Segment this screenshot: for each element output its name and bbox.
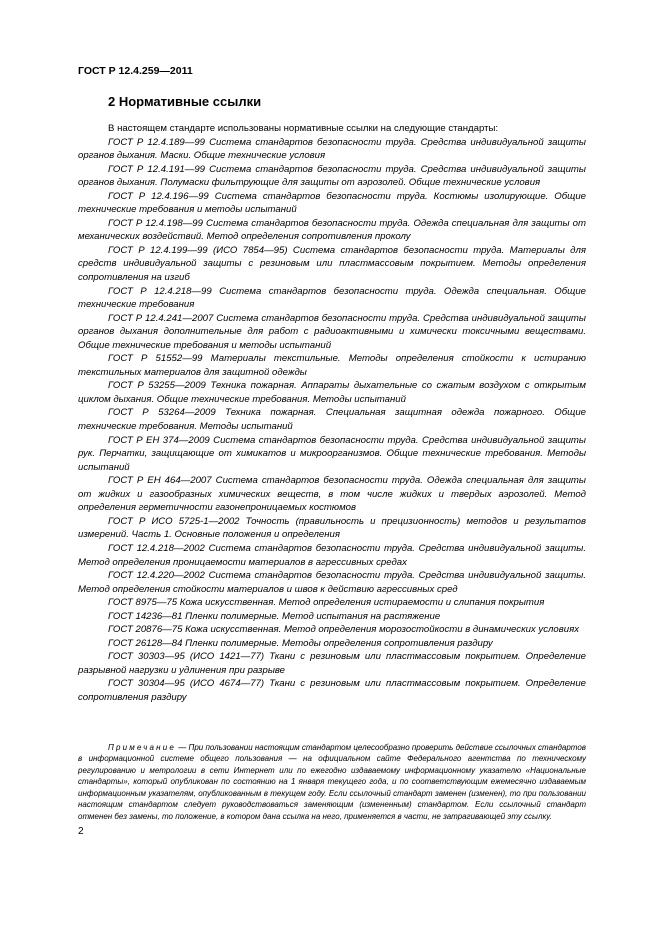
- reference-item: ГОСТ 30304—95 (ИСО 4674—77) Ткани с резиновым или пластмассовым покрытием. Определение сопротивления раздиру: [78, 678, 586, 703]
- reference-item: ГОСТ Р 12.4.189—99 Система стандартов безопасности труда. Средства индивидуальной защиты органов дыхания. Маски. Общие технические условия: [78, 136, 586, 162]
- reference-item: ГОСТ Р 12.4.191—99 Система стандартов безопасности труда. Средства индивидуальной защиты органов дыхания. Полумаски фильтрующие для защиты от аэрозолей. Общие технические условия: [78, 163, 586, 189]
- reference-item: ГОСТ Р 12.4.241—2007 Система стандартов безопасности труда. Средства индивидуальной защиты органов дыхания дополнительные для работ с радиоактивными и химически токсичными веществами. Общие технические требования и методы испытаний: [78, 312, 586, 351]
- note-text: При пользовании настоящим стандартом целесообразно проверить действие ссылочных стандартов в информационной системе общего пользования — на официальном сайте Федерального агентства по техническому регулированию и метрологии в сети Интернет или по ежегодно издаваемому информационному указателю «Национальные стандарты», который опубликован по состоянию на 1 января текущего года, и по соответствующим ежемесячно издаваемым информационным указателям, опубликованным в текущем году. Если ссылочный стандарт заменен (изменен), то при пользовании настоящим стандартом следует руководствоваться заменяющим (измененным) стандартом. Если ссылочный стандарт отменен без замены, то положение, в котором дана ссылка на него, применяется в части, не затрагивающей эту ссылку.: [78, 743, 586, 821]
- reference-item: ГОСТ 12.4.220—2002 Система стандартов безопасности труда. Средства индивидуальной защиты. Метод определения стойкости материалов и швов к действию агрессивных сред: [78, 570, 586, 595]
- reference-item: ГОСТ Р ЕН 464—2007 Система стандартов безопасности труда. Одежда специальная для защиты от жидких и газообразных химических веществ, в том числе жидких и твердых аэрозолей. Метод определения герметичности газонепроницаемых костюмов: [78, 475, 586, 514]
- reference-item: ГОСТ 8975—75 Кожа искусственная. Метод определения истираемости и слипания покрытия: [108, 597, 545, 609]
- reference-item: ГОСТ Р 53264—2009 Техника пожарная. Специальная защитная одежда пожарного. Общие технические требования. Методы испытаний: [78, 407, 586, 433]
- reference-item: ГОСТ Р 12.4.199—99 (ИСО 7854—95) Система стандартов безопасности труда. Материалы для средств индивидуальной защиты с резиновым или пластмассовым покрытием. Методы определения сопротивления на изгиб: [78, 244, 586, 284]
- reference-item: ГОСТ Р 12.4.218—99 Система стандартов безопасности труда. Одежда специальная. Общие технические требования: [78, 285, 586, 311]
- reference-item: ГОСТ 26128—84 Пленки полимерные. Методы определения сопротивления раздиру: [108, 637, 493, 649]
- reference-item: ГОСТ Р 51552—99 Материалы текстильные. Методы определения стойкости к истиранию текстильных материалов для защитной одежды: [78, 353, 586, 378]
- page-number: 2: [78, 826, 84, 837]
- reference-item: ГОСТ Р ИСО 5725-1—2002 Точность (правильность и прецизионность) методов и результатов измерений. Часть 1. Основные положения и определения: [78, 515, 586, 541]
- reference-item: ГОСТ 20876—75 Кожа искусственная. Метод определения морозостойкости в динамических условиях: [108, 624, 580, 636]
- document-header: ГОСТ Р 12.4.259—2011: [78, 65, 193, 77]
- reference-item: ГОСТ 14236—81 Пленки полимерные. Метод испытания на растяжение: [108, 610, 441, 622]
- reference-item: ГОСТ Р ЕН 374—2009 Система стандартов безопасности труда. Средства индивидуальной защиты рук. Перчатки, защищающие от химикатов и микроорганизмов. Общие технические требования. Методы испытаний: [78, 434, 586, 473]
- reference-item: ГОСТ 30303—95 (ИСО 1421—77) Ткани с резиновым или пластмассовым покрытием. Определение разрывной нагрузки и удлинения при разрыве: [78, 651, 586, 676]
- note-paragraph: Примечание — При пользовании настоящим стандартом целесообразно проверить действие ссылочных стандартов в информационной системе общего пользования — на официальном сайте Федерального агентства по техническому регулированию и метрологии в сети Интернет или по ежегодно издаваемому информационному указателю «Национальные стандарты», который опубликован по состоянию на 1 января текущего года, и по соответствующим ежемесячно издаваемым информационным указателям, опубликованным в текущем году. Если ссылочный стандарт заменен (изменен), то при пользовании настоящим стандартом следует руководствоваться заменяющим (измененным) стандартом. Если ссылочный стандарт отменен без замены, то положение, в котором дана ссылка на него, применяется в части, не затрагивающей эту ссылку.: [78, 743, 586, 821]
- reference-item: ГОСТ 12.4.218—2002 Система стандартов безопасности труда. Средства индивидуальной защиты. Метод определения проницаемости материалов в агрессивных средах: [78, 542, 586, 568]
- intro-paragraph: В настоящем стандарте использованы нормативные ссылки на следующие стандарты:: [108, 123, 499, 134]
- note-label: Примечание: [108, 743, 177, 752]
- references-list: [78, 122, 586, 705]
- reference-item: ГОСТ Р 12.4.196—99 Система стандартов безопасности труда. Костюмы изолирующие. Общие технические требования и методы испытаний: [78, 190, 586, 216]
- reference-item: ГОСТ Р 53255—2009 Техника пожарная. Аппараты дыхательные со сжатым воздухом с открытым циклом дыхания. Общие технические требования. Методы испытаний: [78, 380, 586, 405]
- reference-item: ГОСТ Р 12.4.198—99 Система стандартов безопасности труда. Одежда специальная для защиты от механических воздействий. Метод определения сопротивления проколу: [78, 217, 586, 243]
- section-title: 2 Нормативные ссылки: [108, 94, 262, 109]
